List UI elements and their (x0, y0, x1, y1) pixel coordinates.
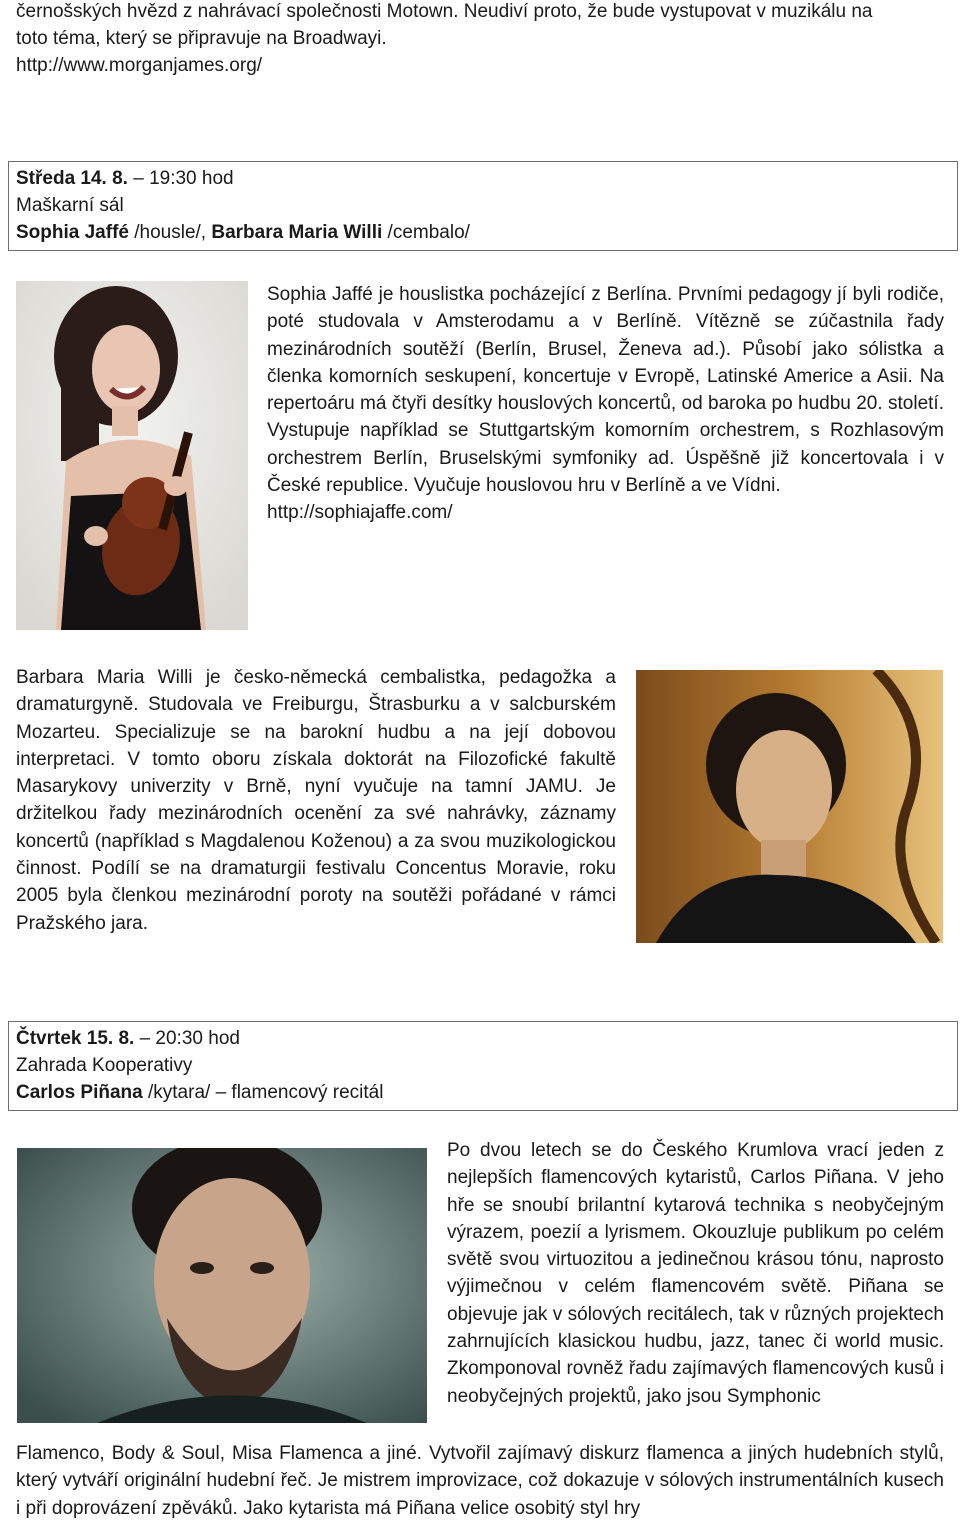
event2-venue: Zahrada Kooperativy (16, 1055, 193, 1076)
event2-performer-1: Carlos Piñana (16, 1082, 143, 1103)
event2-date-line (16, 1025, 240, 1052)
sophiajaffe-link[interactable]: http://sophiajaffe.com/ (267, 502, 453, 524)
event2-performer-1-role: /kytara/ – flamencový recitál (142, 1082, 384, 1103)
bio-sophia-text: Sophia Jaffé je houslistka pocházející z Berlína. Prvními pedagogy jí byli rodiče, poté studovala v Amsterodamu a v Berlíně. Vítězně se zúčastnila řady mezinárodních soutěží (Berlín, Brusel, Ženeva ad.). Působí jako sólistka a členka komorních seskupení, koncertuje v Evropě, Latinské Americe a Asii. Na repertoáru má čtyři desítky houslových koncertů, od baroka po hudbu 20. století. Vystupuje například se Stuttgartským komorním orchestrem, s Rozhlasovým orchestrem Berlín, Bruselskými symfoniky ad. Úspěšně již koncertovala i v České republice. Vyučuje houslovou hru v Berlíně a ve Vídni. (267, 284, 944, 497)
event1-performer-2: Barbara Maria Willi (206, 222, 383, 243)
event1-date: Středa 14. 8. (16, 168, 128, 189)
event1-performer-1: Sophia Jaffé (16, 222, 129, 243)
intro-line-1: černošských hvězd z nahrávací společnosti Motown. Neudiví proto, že bude vystupovat v muzikálu na (16, 1, 873, 22)
event2-bio-full: Flamenco, Body & Soul, Misa Flamenca a jiné. Vytvořil zajímavý diskurz flamenca a jiných hudebních stylů, který vytváří originální hudební řeč. Je mistrem improvizace, což dokazuje v sólových instrumentálních kusech i při doprovázení zpěváků. Jako kytarista má Piñana velice osobitý styl hry (16, 1443, 944, 1519)
event2-date: Čtvrtek 15. 8. (16, 1028, 135, 1049)
event1-date-line (16, 165, 234, 192)
event1-performer-1-role: /housle/, (128, 222, 207, 243)
photo-sophia-jaffe (16, 281, 248, 630)
event2-performers (16, 1079, 383, 1106)
photo-carlos-pinana (17, 1148, 427, 1423)
event1-performer-2-role: /cembalo/ (382, 222, 470, 243)
event2-time: – 20:30 hod (134, 1028, 240, 1049)
event2-bio-side: Po dvou letech se do Českého Krumlova vrací jeden z nejlepších flamencových kytaristů, Carlos Piñana. V jeho hře se snoubí brilantní kytarová technika s neobyčejným výrazem, poezií a lyrismem. Okouzluje publikum po celém světě svou virtuozitou a jedinečnou krásou tónu, naprosto výjimečnou v celém flamencovém světě. Piñana se objevuje jak v sólových recitálech, tak v různých projektech zahrnujících klasickou hudbu, jazz, tanec či world music. Zkomponoval rovněž řadu zajímavých flamencových kusů i neobyčejných projektů, jako jsou Symphonic (447, 1140, 944, 1407)
event1-performers (16, 219, 470, 246)
intro-line-2: toto téma, který se připravuje na Broadwayi. (16, 28, 387, 49)
event1-venue: Maškarní sál (16, 195, 124, 216)
photo-barbara-maria-willi (636, 670, 943, 943)
event1-bio-barbara: Barbara Maria Willi je česko-německá cembalistka, pedagožka a dramaturgyně. Studovala ve Freiburgu, Štrasburku a v salcburském Mozarteu. Specializuje se na barokní hudbu a na její dobovou interpretaci. V tomto oboru získala doktorát na Filozofické fakultě Masarykovy univerzity v Brně, nyní vyučuje na tamní JAMU. Je držitelkou řady mezinárodních ocenění za své nahrávky, záznamy koncertů (například s Magdalenou Koženou) a za svou muzikologickou činnost. Podílí se na dramaturgii festivalu Concentus Moravie, roku 2005 byla členkou mezinárodní poroty na soutěži pořádané v rámci Pražského jara. (16, 667, 616, 934)
event1-bio-sophia (267, 281, 944, 527)
event1-time: – 19:30 hod (127, 168, 234, 189)
morganjames-link[interactable]: http://www.morganjames.org/ (16, 55, 263, 76)
